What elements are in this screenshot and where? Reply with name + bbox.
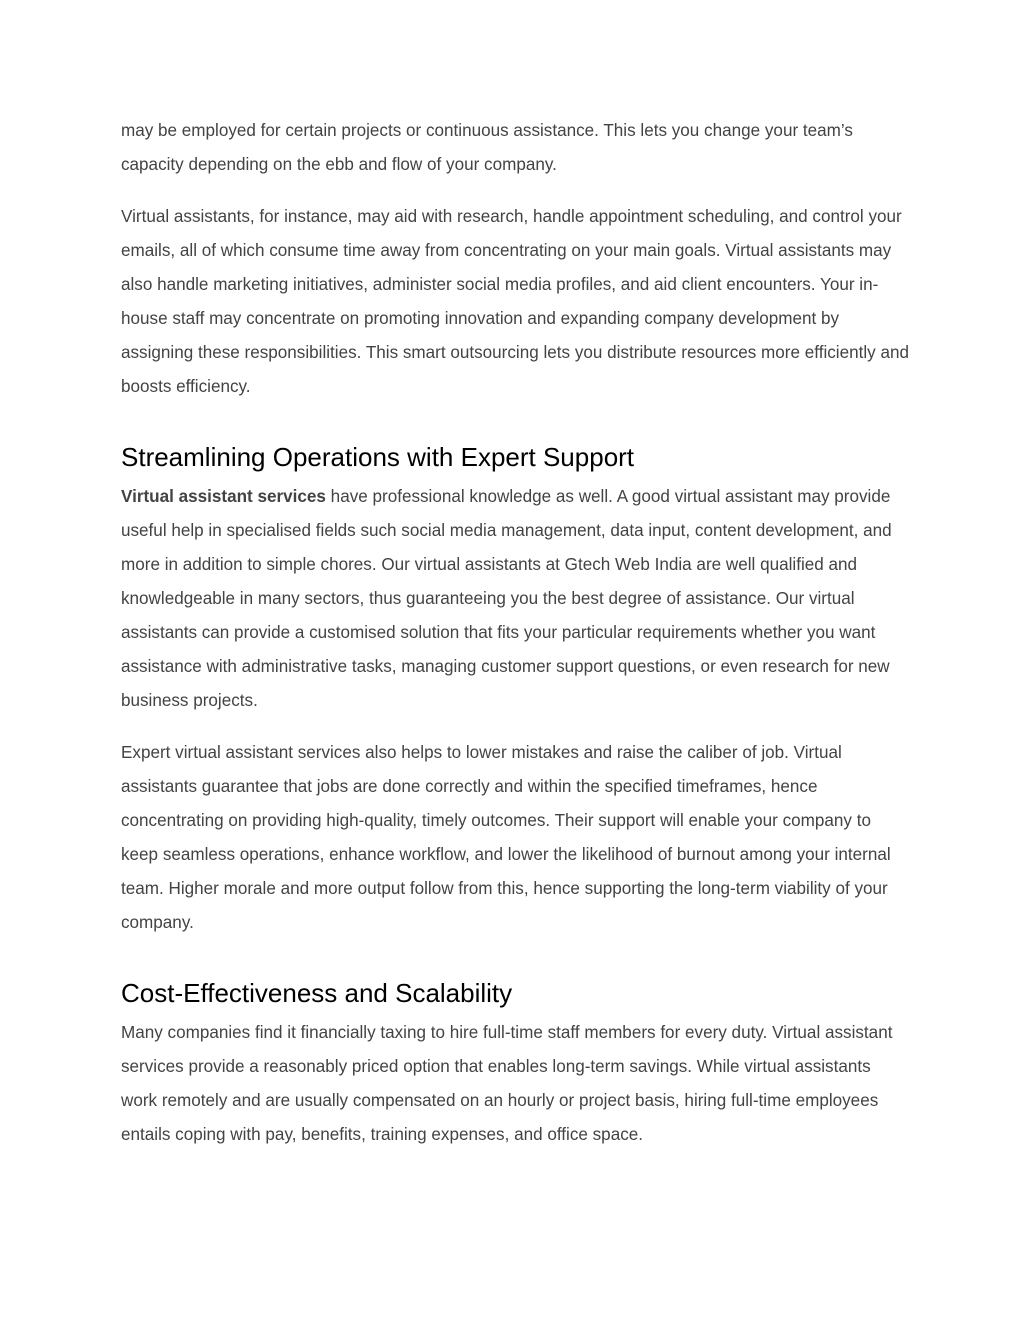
intro-paragraph-1: may be employed for certain projects or continuous assistance. This lets you change your team’s capacity depending on the ebb and flow of your company. [121,121,853,174]
expert-paragraph-1-text: have professional knowledge as well. A good virtual assistant may provide useful help in specialised fields such social media management, data input, content development, and more in addition to simple chores. Our virtual assistants at Gtech Web India are well qualified and knowledgeable in many sectors, thus guaranteeing you the best degree of assistance. Our virtual assistants can provide a customised solution that fits your particular requirements whether you want assistance with administrative tasks, managing customer support questions, or even research for new business projects. [121,487,892,710]
section-heading-expert-support: Streamlining Operations with Expert Support [121,442,635,472]
document-page [121,114,911,1152]
cost-effectiveness-section [121,976,911,1152]
section-heading-cost-effectiveness: Cost-Effectiveness and Scalability [121,978,513,1008]
expert-paragraph-1 [121,480,911,718]
intro-section [121,114,911,404]
bold-term-virtual-assistant-services: Virtual assistant services [121,487,326,506]
cost-paragraph-1: Many companies find it financially taxing to hire full-time staff members for every duty. Virtual assistant services provide a reasonably priced option that enables long-term savings. While virtual assistants work remotely and are usually compensated on an hourly or project basis, hiring full-time employees entails coping with pay, benefits, training expenses, and office space. [121,1023,893,1144]
expert-paragraph-2: Expert virtual assistant services also helps to lower mistakes and raise the caliber of job. Virtual assistants guarantee that jobs are done correctly and within the specified timeframes, hence concentrating on providing high-quality, timely outcomes. Their support will enable your company to keep seamless operations, enhance workflow, and lower the likelihood of burnout among your internal team. Higher morale and more output follow from this, hence supporting the long-term viability of your company. [121,743,891,932]
intro-paragraph-2: Virtual assistants, for instance, may aid with research, handle appointment scheduling, and control your emails, all of which consume time away from concentrating on your main goals. Virtual assistants may also handle marketing initiatives, administer social media profiles, and aid client encounters. Your in-house staff may concentrate on promoting innovation and expanding company development by assigning these responsibilities. This smart outsourcing lets you distribute resources more efficiently and boosts efficiency. [121,207,909,396]
expert-support-section [121,440,911,940]
